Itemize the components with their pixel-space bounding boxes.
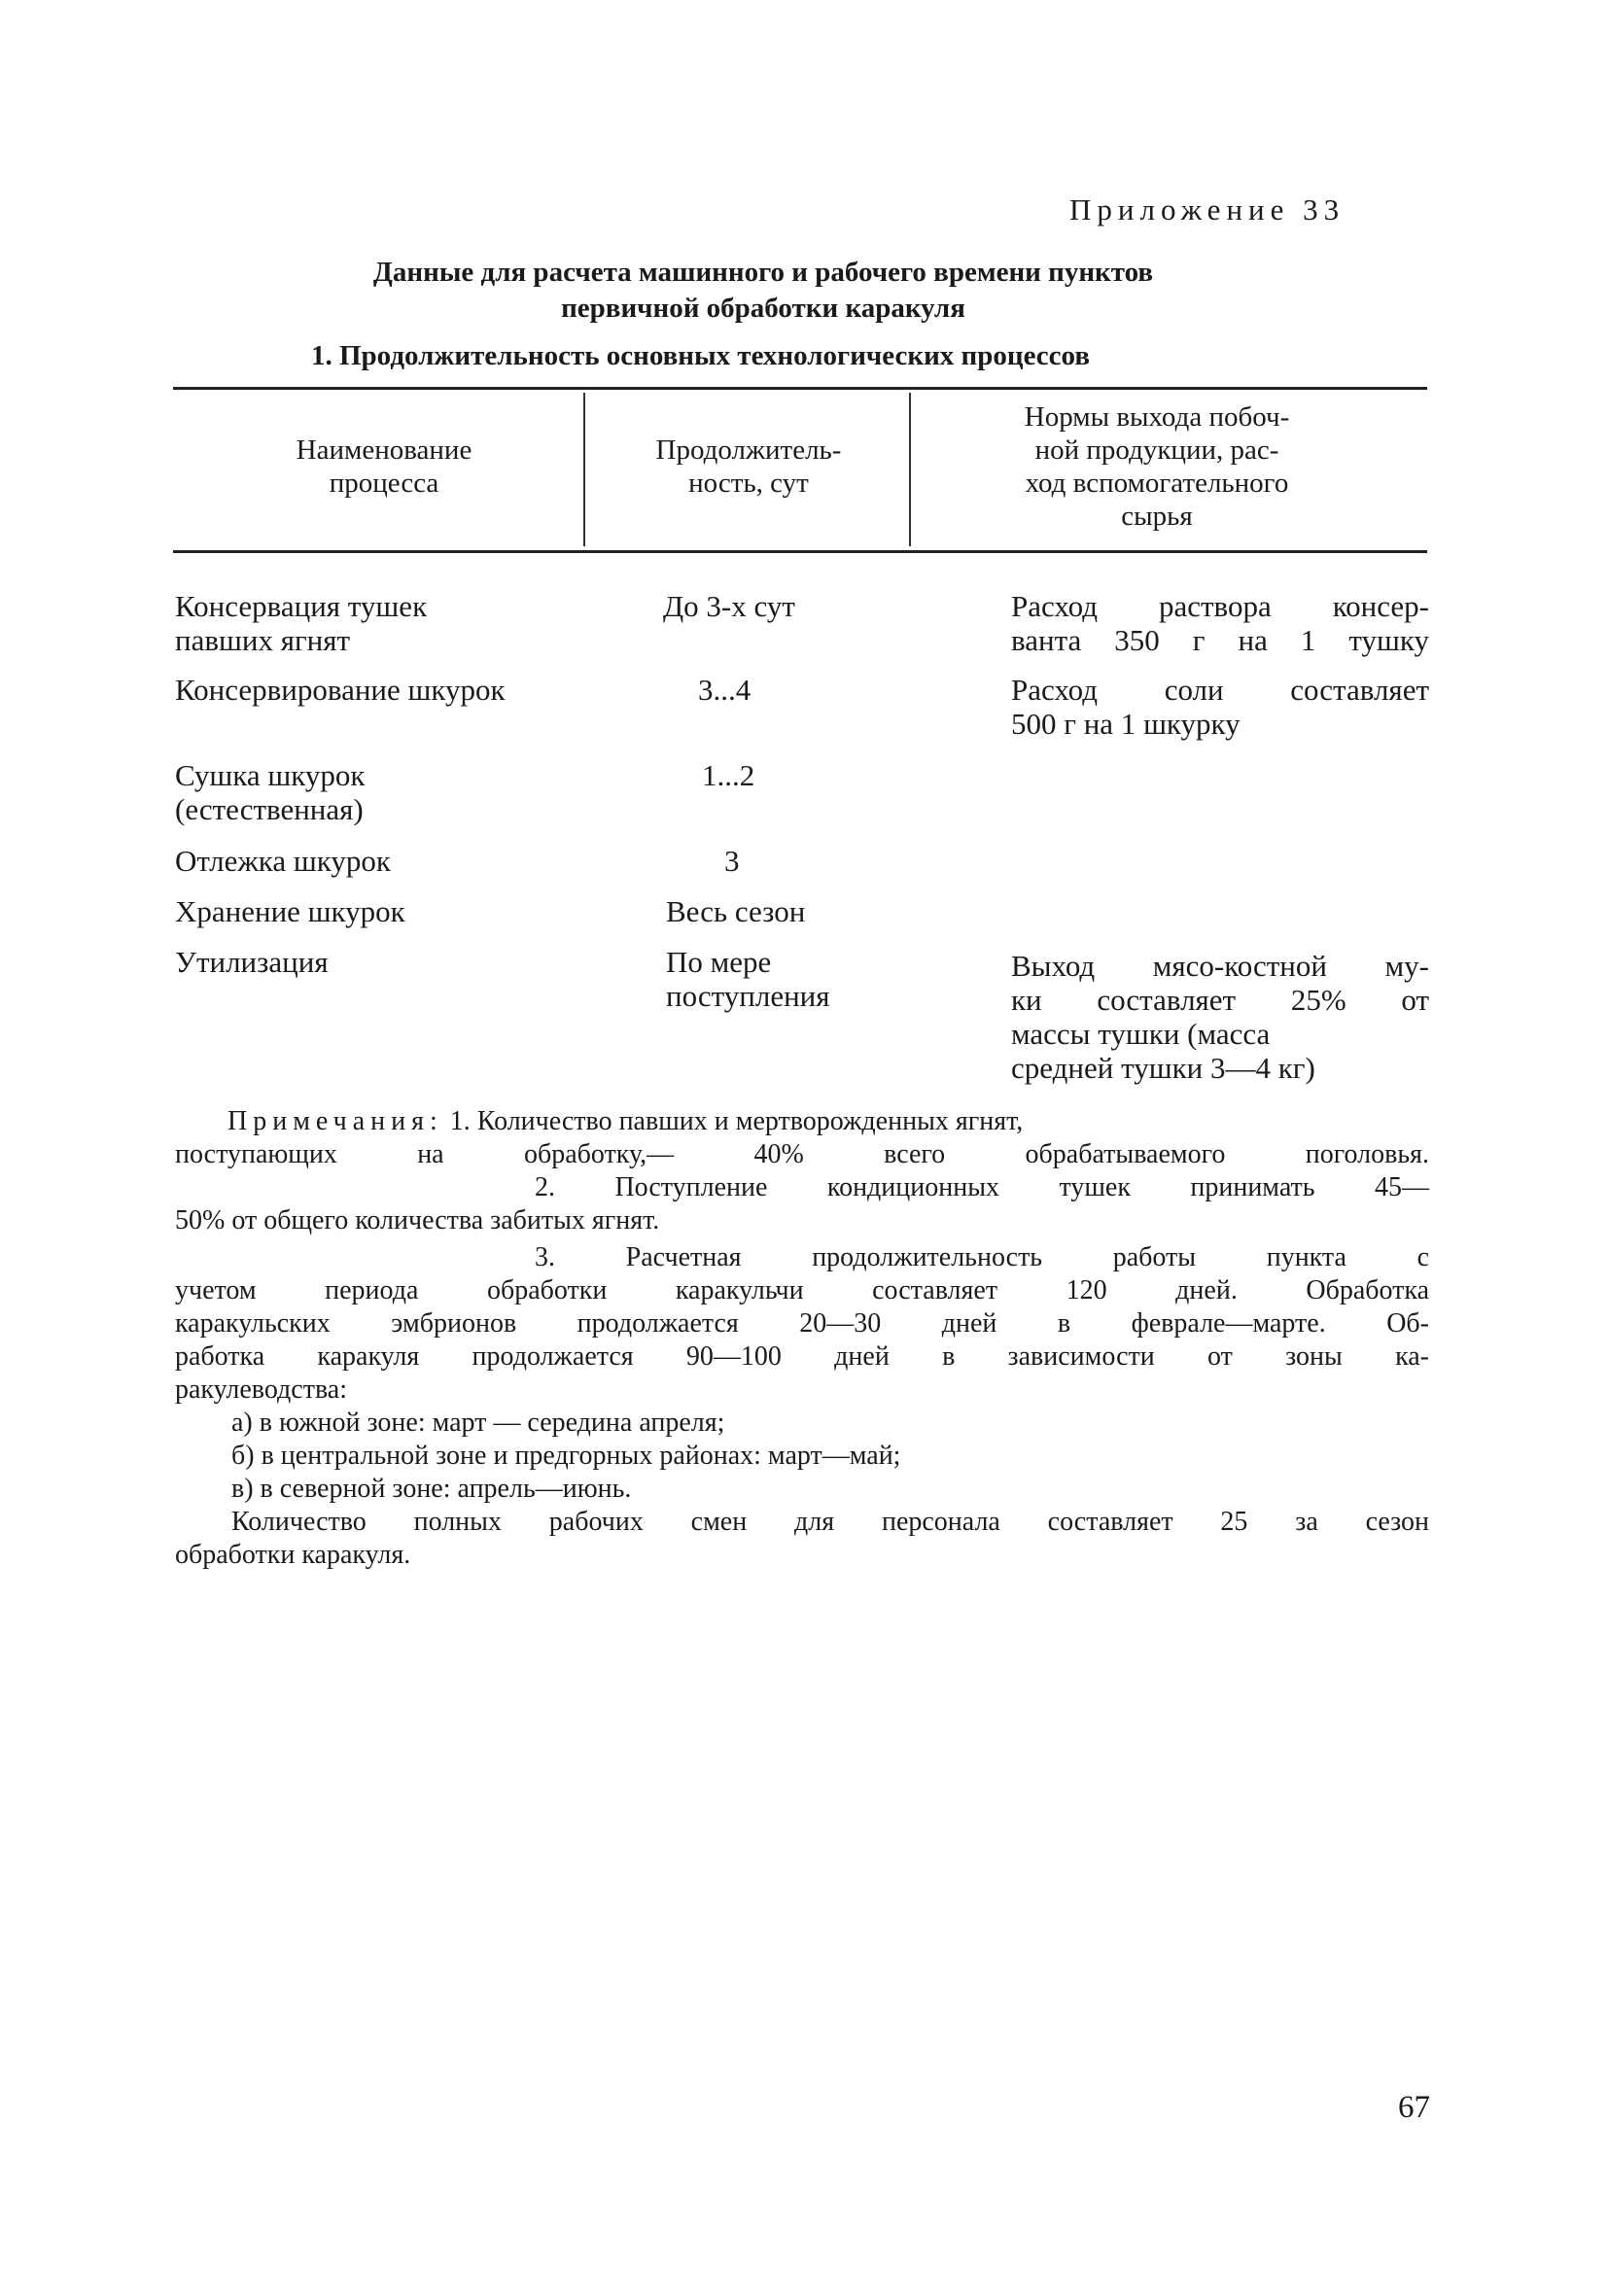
row-1-name: Консервация тушек павших ягнят [175, 589, 428, 657]
row-6-duration: По мере поступления [666, 945, 830, 1013]
column-divider-1 [583, 393, 585, 546]
document-title-line-2: первичной обработки каракуля [561, 293, 965, 324]
appendix-label: Приложение 33 [1069, 192, 1346, 226]
note-1-line-1: Примечания: 1. Количество павших и мертворожденных ягнят, [227, 1106, 1024, 1136]
note-3-line-5: ракулеводства: [175, 1374, 347, 1405]
page-number: 67 [1398, 2090, 1430, 2125]
row-1-norms: Расход раствора консер- ванта 350 г на 1 тушку [1011, 589, 1429, 657]
column-header-name: Наименование процесса [296, 435, 472, 499]
table-header-rule [173, 550, 1427, 553]
notes-label: Примечания: [227, 1106, 443, 1136]
note-3-line-2: учетом периода обработки каракульчи составляет 120 дней. Обработка [175, 1275, 1429, 1305]
column-divider-2 [909, 393, 911, 546]
row-4-duration: 3 [724, 844, 740, 878]
zone-c: в) в северной зоне: апрель—июнь. [231, 1474, 632, 1504]
note-3-line-1: 3. Расчетная продолжительность работы пункта с [535, 1242, 1429, 1272]
note-2-line-1: 2. Поступление кондиционных тушек принимать 45— [535, 1172, 1429, 1202]
row-5-duration: Весь сезон [666, 894, 806, 928]
section-subtitle: 1. Продолжительность основных технологических процессов [311, 340, 1090, 371]
row-6-norms: Выход мясо-костной му- ки составляет 25% от массы тушки (масса средней тушки 3—4 кг) [1011, 949, 1429, 1085]
column-header-norms: Нормы выхода побоч- ной продукции, рас- ход вспомогательного сырья [1024, 401, 1290, 532]
table-top-rule [173, 387, 1427, 390]
note-1-line-2: поступающих на обработку,— 40% всего обрабатываемого поголовья. [175, 1139, 1429, 1169]
row-4-name: Отлежка шкурок [175, 844, 391, 878]
zone-a: а) в южной зоне: март — середина апреля; [231, 1408, 725, 1438]
note-3-line-3: каракульских эмбрионов продолжается 20—30 дней в феврале—марте. Об- [175, 1308, 1429, 1339]
shifts-line-2: обработки каракуля. [175, 1540, 411, 1570]
row-2-name: Консервирование шкурок [175, 673, 506, 707]
document-title-line-1: Данные для расчета машинного и рабочего времени пунктов [372, 257, 1154, 288]
row-2-duration: 3...4 [698, 673, 752, 707]
column-header-duration: Продолжитель- ность, сут [655, 435, 842, 499]
note-2-line-2: 50% от общего количества забитых ягнят. [175, 1205, 660, 1235]
row-1-duration: До 3-х сут [663, 589, 795, 623]
zone-b: б) в центральной зоне и предгорных районах: март—май; [231, 1441, 901, 1471]
row-2-norms: Расход соли составляет 500 г на 1 шкурку [1011, 673, 1429, 741]
row-3-duration: 1...2 [702, 758, 755, 792]
shifts-line-1: Количество полных рабочих смен для персонала составляет 25 за сезон [231, 1507, 1429, 1537]
note-3-line-4: работка каракуля продолжается 90—100 дней в зависимости от зоны ка- [175, 1341, 1429, 1372]
row-6-name: Утилизация [175, 945, 329, 979]
row-5-name: Хранение шкурок [175, 894, 405, 928]
row-3-name: Сушка шкурок (естественная) [175, 758, 366, 826]
